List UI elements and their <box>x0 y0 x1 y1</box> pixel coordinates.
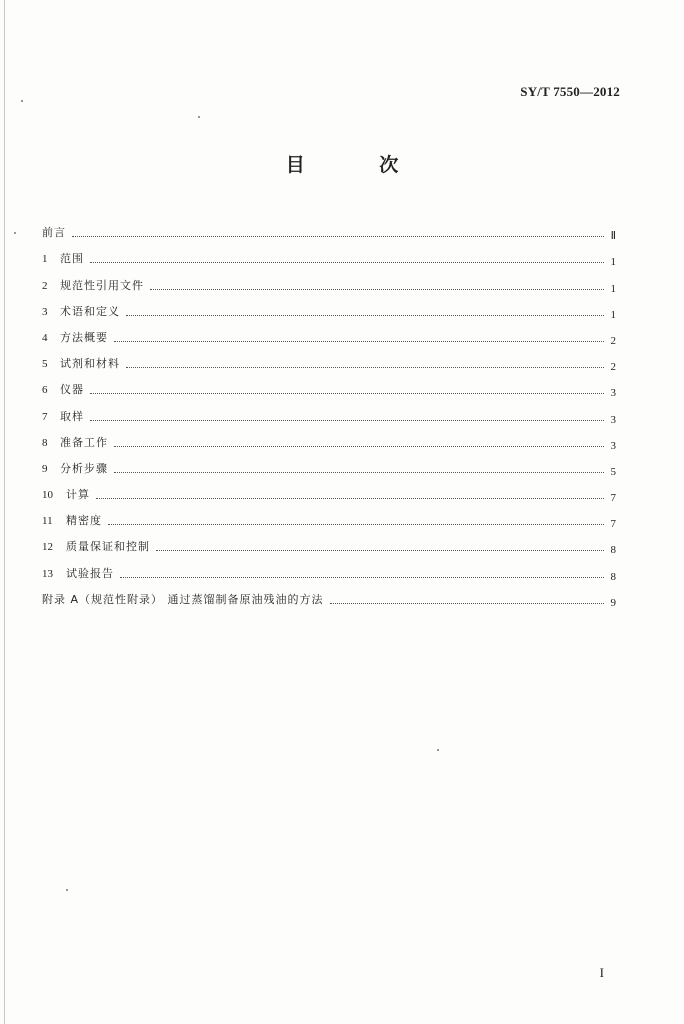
toc-entry <box>42 345 616 374</box>
toc-entry-page: 7 <box>610 492 616 505</box>
toc-entry-page: 2 <box>610 361 616 374</box>
toc-entry-page: 8 <box>610 544 616 557</box>
page-title: 目 次 <box>285 154 433 176</box>
toc-entry <box>42 266 616 295</box>
toc-entry <box>42 293 616 319</box>
toc-entry <box>42 214 616 243</box>
toc-entry-number: 13 <box>42 567 53 580</box>
toc-entry <box>42 424 616 450</box>
toc-entry-title: 试剂和材料 <box>60 357 120 371</box>
toc-entry <box>42 502 616 531</box>
toc-entry-page: 3 <box>610 387 616 400</box>
toc-leader-dots <box>156 549 604 551</box>
toc-entry-number: 9 <box>42 462 48 475</box>
toc-entry-title: 前言 <box>42 226 66 240</box>
table-of-contents <box>42 214 616 607</box>
toc-entry-page: 1 <box>610 308 616 321</box>
toc-entry <box>42 450 616 476</box>
toc-entry-title: 分析步骤 <box>60 461 108 475</box>
toc-entry-page: 9 <box>610 596 616 609</box>
toc-entry-title: 质量保证和控制 <box>66 540 150 554</box>
toc-entry-number: 11 <box>42 515 53 528</box>
toc-entry <box>42 397 616 426</box>
standard-code: SY/T 7550—2012 <box>520 84 620 99</box>
scan-speck <box>437 749 439 751</box>
toc-entry-number: 12 <box>42 541 53 554</box>
toc-entry-page: 8 <box>610 570 616 583</box>
toc-entry-number: 4 <box>42 331 48 344</box>
toc-entry-number: 2 <box>42 279 48 292</box>
toc-leader-dots <box>150 288 604 290</box>
scan-speck <box>198 116 200 118</box>
toc-entry-title: 范围 <box>60 252 84 266</box>
toc-entry-title: 规范性引用文件 <box>60 278 144 292</box>
scan-speck <box>14 232 16 234</box>
toc-entry-number: 1 <box>42 253 48 266</box>
toc-leader-dots <box>90 419 604 421</box>
toc-entry-title: 附录 A（规范性附录） 通过蒸馏制备原油残油的方法 <box>42 592 324 606</box>
toc-entry-title: 方法概要 <box>60 330 108 344</box>
toc-entry-page: 7 <box>610 518 616 531</box>
toc-entry-page: 1 <box>610 256 616 269</box>
toc-entry-title: 试验报告 <box>66 566 114 580</box>
toc-entry-number: 10 <box>42 489 53 502</box>
toc-leader-dots <box>126 366 604 368</box>
toc-entry-page: Ⅱ <box>610 230 616 243</box>
toc-leader-dots <box>114 445 604 447</box>
toc-leader-dots <box>330 602 604 604</box>
toc-entry-title: 取样 <box>60 409 84 423</box>
toc-leader-dots <box>120 576 604 578</box>
page-number: I <box>599 965 604 980</box>
toc-leader-dots <box>72 235 604 237</box>
toc-entry-title: 术语和定义 <box>60 304 120 318</box>
toc-entry <box>42 581 616 607</box>
toc-leader-dots <box>108 523 604 525</box>
toc-entry <box>42 476 616 505</box>
toc-leader-dots <box>90 392 604 394</box>
toc-entry-page: 3 <box>610 413 616 426</box>
toc-leader-dots <box>114 340 604 342</box>
toc-entry-number: 6 <box>42 384 48 397</box>
toc-entry-number: 3 <box>42 305 48 318</box>
toc-entry-page: 3 <box>610 439 616 452</box>
toc-entry-page: 1 <box>610 282 616 295</box>
toc-entry-number: 8 <box>42 436 48 449</box>
toc-entry <box>42 371 616 400</box>
toc-entry <box>42 528 616 557</box>
toc-entry <box>42 240 616 269</box>
toc-entry-title: 准备工作 <box>60 435 108 449</box>
toc-entry-title: 精密度 <box>66 514 102 528</box>
toc-entry <box>42 319 616 345</box>
toc-entry-title: 计算 <box>66 488 90 502</box>
toc-leader-dots <box>90 261 604 263</box>
toc-leader-dots <box>114 471 604 473</box>
toc-entry-page: 2 <box>610 334 616 347</box>
toc-leader-dots <box>126 314 604 316</box>
toc-entry-page: 5 <box>610 465 616 478</box>
toc-entry-number: 5 <box>42 358 48 371</box>
toc-entry-number: 7 <box>42 410 48 423</box>
scan-speck <box>66 889 68 891</box>
toc-entry <box>42 554 616 583</box>
scan-speck <box>21 100 23 102</box>
toc-entry-title: 仪器 <box>60 383 84 397</box>
toc-leader-dots <box>96 497 604 499</box>
